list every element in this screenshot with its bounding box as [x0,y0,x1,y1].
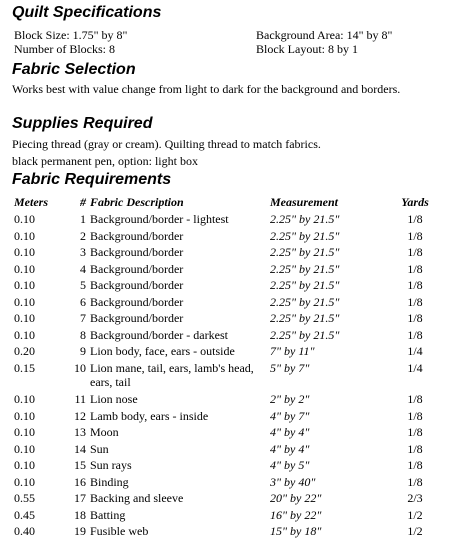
meters-cell: 0.10 [14,425,35,440]
meters-cell: 0.10 [14,327,35,342]
number-cell: 18 [74,507,86,522]
meters-cell: 0.10 [14,311,35,326]
number-cell: 13 [74,425,86,440]
meters-cell: 0.40 [14,524,35,539]
number-cell: 2 [80,228,86,243]
number-cell: 10 [74,360,86,375]
meters-cell: 0.10 [14,294,35,309]
table-row [0,442,454,458]
supplies-line-1: Piecing thread (gray or cream). Quilting thread to match fabrics. [12,137,321,151]
number-cell: 11 [74,391,86,406]
table-row [0,344,454,360]
number-cell: 19 [74,524,86,539]
number-cell: 17 [74,491,86,506]
table-row [0,392,454,408]
measurement-cell: 2.25" by 21.5" [270,228,340,243]
measurement-cell: 4" by 7" [270,408,310,423]
description-cell: Binding [90,474,129,489]
yards-cell: 1/2 [407,524,423,539]
number-cell: 6 [80,294,86,309]
yards-cell: 1/8 [407,474,423,489]
number-cell: 4 [80,261,86,276]
yards-cell: 1/8 [407,441,423,456]
description-cell: Lion mane, tail, ears, lamb's head, [90,360,254,375]
description-cell: Sun rays [90,458,132,473]
yards-cell: 1/2 [407,507,423,522]
yards-cell: 1/8 [407,327,423,342]
yards-cell: 1/8 [407,294,423,309]
table-row [0,245,454,261]
meters-cell: 0.10 [14,458,35,473]
table-row [0,360,454,389]
table-row [0,311,454,327]
yards-cell: 1/8 [407,228,423,243]
yards-cell: 2/3 [407,491,423,506]
block-layout: Block Layout: 8 by 1 [256,42,358,56]
measurement-cell: 4" by 4" [270,425,310,440]
column-header-description: Fabric Description [90,195,184,209]
meters-cell: 0.10 [14,278,35,293]
number-cell: 9 [80,344,86,359]
meters-cell: 0.10 [14,441,35,456]
description-cell: Fusible web [90,524,149,539]
yards-cell: 1/4 [407,344,423,359]
meters-cell: 0.10 [14,474,35,489]
measurement-cell: 2.25" by 21.5" [270,311,340,326]
fabric-selection-heading: Fabric Selection [12,61,136,78]
meters-cell: 0.20 [14,344,35,359]
description-cell: Lamb body, ears - inside [90,408,209,423]
description-cell: Batting [90,507,126,522]
number-cell: 3 [80,245,86,260]
measurement-cell: 2.25" by 21.5" [270,245,340,260]
meters-cell: 0.10 [14,212,35,226]
number-of-blocks: Number of Blocks: 8 [14,42,115,56]
meters-cell: 0.55 [14,491,35,506]
meters-cell: 0.10 [14,391,35,406]
table-row [0,262,454,278]
measurement-cell: 5" by 7" [270,360,310,375]
yards-cell: 1/8 [407,408,423,423]
number-cell: 15 [74,458,86,473]
block-size: Block Size: 1.75" by 8" [14,28,128,42]
measurement-cell: 16" by 22" [270,507,322,522]
yards-cell: 1/8 [407,278,423,293]
number-cell: 1 [80,212,86,226]
table-row [0,278,454,294]
measurement-cell: 2" by 2" [270,391,310,406]
page-title: Quilt Specifications [12,4,162,21]
table-row [0,524,454,540]
number-cell: 8 [80,327,86,342]
yards-cell: 1/4 [407,360,423,375]
measurement-cell: 3" by 40" [270,474,316,489]
description-cell: Moon [90,425,119,440]
description-cell: Lion nose [90,391,138,406]
table-row [0,212,454,228]
supplies-line-2: black permanent pen, option: light box [12,154,198,168]
measurement-cell: 15" by 18" [270,524,322,539]
yards-cell: 1/8 [407,425,423,440]
column-header-meters: Meters [14,195,48,209]
measurement-cell: 4" by 5" [270,458,310,473]
measurement-cell: 2.25" by 21.5" [270,327,340,342]
description-cell: Background/border [90,294,184,309]
table-row [0,229,454,245]
description-cell: Sun [90,441,109,456]
number-cell: 16 [74,474,86,489]
measurement-cell: 7" by 11" [270,344,315,359]
number-cell: 5 [80,278,86,293]
meters-cell: 0.45 [14,507,35,522]
measurement-cell: 2.25" by 21.5" [270,261,340,276]
background-area: Background Area: 14" by 8" [256,28,393,42]
number-cell: 7 [80,311,86,326]
meters-cell: 0.10 [14,408,35,423]
description-cell: Background/border - darkest [90,327,228,342]
description-cell: Background/border [90,311,184,326]
supplies-heading: Supplies Required [12,115,153,132]
table-row [0,475,454,491]
table-row [0,458,454,474]
description-cell: Background/border [90,261,184,276]
table-row [0,491,454,507]
description-cell: Background/border - lightest [90,212,229,226]
meters-cell: 0.15 [14,360,35,375]
column-header-number: # [80,195,86,209]
table-row [0,425,454,441]
description-cell: Background/border [90,245,184,260]
meters-cell: 0.10 [14,245,35,260]
number-cell: 12 [74,408,86,423]
table-row [0,328,454,344]
fabric-requirements-heading: Fabric Requirements [12,171,172,188]
number-cell: 14 [74,441,86,456]
column-header-measurement: Measurement [270,195,339,209]
yards-cell: 1/8 [407,245,423,260]
measurement-cell: 2.25" by 21.5" [270,212,340,226]
table-row [0,409,454,425]
description-cell: Backing and sleeve [90,491,184,506]
measurement-cell: 2.25" by 21.5" [270,278,340,293]
measurement-cell: 20" by 22" [270,491,322,506]
description-cell: Background/border [90,228,184,243]
column-header-yards: Yards [401,195,429,209]
yards-cell: 1/8 [407,458,423,473]
yards-cell: 1/8 [407,391,423,406]
measurement-cell: 4" by 4" [270,441,310,456]
measurement-cell: 2.25" by 21.5" [270,294,340,309]
table-header [0,195,454,211]
description-cell: Background/border [90,278,184,293]
table-row [0,295,454,311]
yards-cell: 1/8 [407,261,423,276]
yards-cell: 1/8 [407,212,423,226]
yards-cell: 1/8 [407,311,423,326]
description-cell-continued: ears, tail [90,374,131,389]
table-row [0,508,454,524]
meters-cell: 0.10 [14,228,35,243]
fabric-selection-text: Works best with value change from light to dark for the background and borders. [12,82,401,96]
description-cell: Lion body, face, ears - outside [90,344,235,359]
meters-cell: 0.10 [14,261,35,276]
